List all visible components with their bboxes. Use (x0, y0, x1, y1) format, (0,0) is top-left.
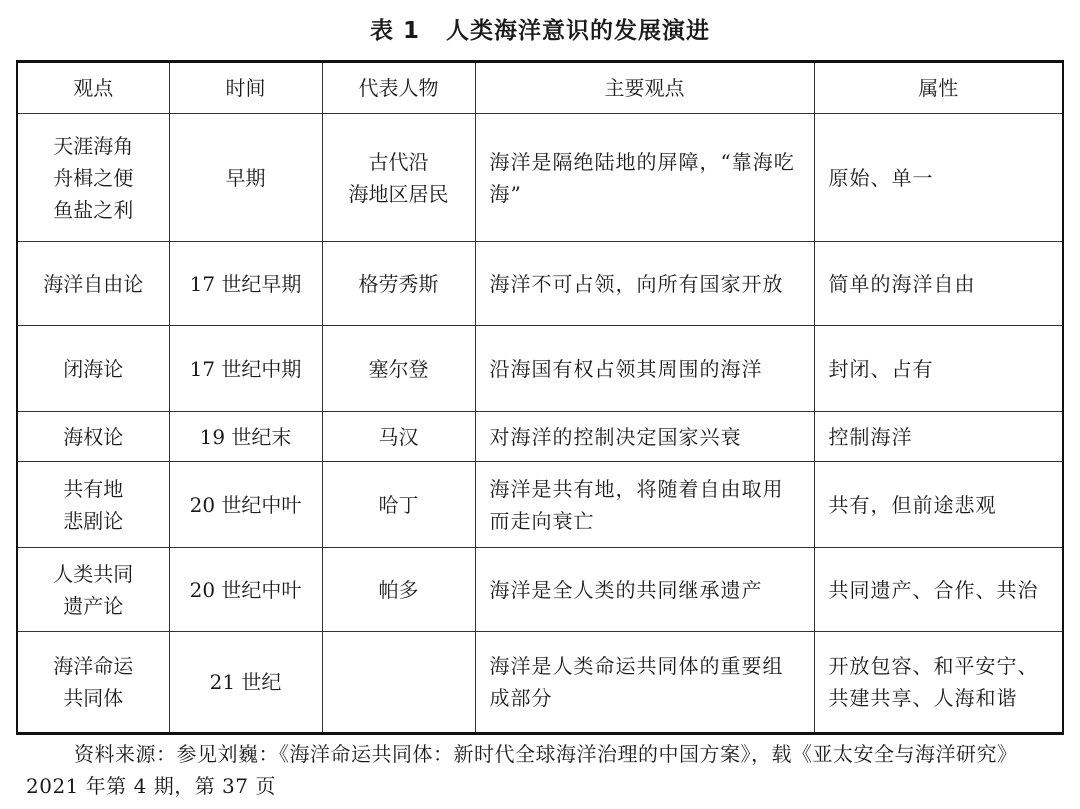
cell-attribute: 共同遗产、合作、共治 (814, 548, 1063, 632)
header-main-view: 主要观点 (475, 62, 814, 114)
header-attribute: 属性 (814, 62, 1063, 114)
cell-view: 海洋命运 共同体 (17, 632, 169, 734)
cell-main-view: 海洋是全人类的共同继承遗产 (475, 548, 814, 632)
cell-time: 19 世纪末 (169, 412, 322, 462)
cell-main-view: 海洋是隔绝陆地的屏障，“靠海吃海” (475, 114, 814, 242)
cell-person: 古代沿 海地区居民 (322, 114, 475, 242)
cell-attribute: 开放包容、和平安宁、共建共享、人海和谐 (814, 632, 1063, 734)
source-note: 资料来源：参见刘巍：《海洋命运共同体：新时代全球海洋治理的中国方案》，载《亚太安全与海洋研究》2021 年第 4 期，第 37 页 (26, 742, 1018, 798)
cell-attribute: 共有，但前途悲观 (814, 462, 1063, 548)
cell-person: 哈丁 (322, 462, 475, 548)
cell-main-view: 沿海国有权占领其周围的海洋 (475, 326, 814, 412)
table-caption (0, 12, 1080, 45)
table-title: 人类海洋意识的发展演进 (446, 18, 710, 44)
cell-person: 塞尔登 (322, 326, 475, 412)
cell-time: 17 世纪早期 (169, 242, 322, 326)
cell-time: 20 世纪中叶 (169, 462, 322, 548)
cell-time: 20 世纪中叶 (169, 548, 322, 632)
table-row (17, 412, 1063, 462)
cell-person (322, 632, 475, 734)
cell-view: 共有地 悲剧论 (17, 462, 169, 548)
cell-person: 格劳秀斯 (322, 242, 475, 326)
table-row (17, 114, 1063, 242)
ocean-awareness-table (16, 60, 1064, 735)
cell-attribute: 封闭、占有 (814, 326, 1063, 412)
table-row (17, 462, 1063, 548)
cell-time: 早期 (169, 114, 322, 242)
table-row (17, 632, 1063, 734)
table-header-row (17, 62, 1063, 114)
cell-time: 17 世纪中期 (169, 326, 322, 412)
table-row (17, 548, 1063, 632)
cell-attribute: 原始、单一 (814, 114, 1063, 242)
cell-time: 21 世纪 (169, 632, 322, 734)
cell-view: 海权论 (17, 412, 169, 462)
cell-main-view: 海洋是人类命运共同体的重要组成部分 (475, 632, 814, 734)
cell-main-view: 海洋不可占领，向所有国家开放 (475, 242, 814, 326)
cell-view: 人类共同 遗产论 (17, 548, 169, 632)
cell-view: 海洋自由论 (17, 242, 169, 326)
cell-main-view: 海洋是共有地，将随着自由取用而走向衰亡 (475, 462, 814, 548)
header-time: 时间 (169, 62, 322, 114)
cell-person: 马汉 (322, 412, 475, 462)
table-row (17, 242, 1063, 326)
cell-view: 天涯海角 舟楫之便 鱼盐之利 (17, 114, 169, 242)
cell-person: 帕多 (322, 548, 475, 632)
table-row (17, 326, 1063, 412)
cell-attribute: 简单的海洋自由 (814, 242, 1063, 326)
cell-attribute: 控制海洋 (814, 412, 1063, 462)
header-person: 代表人物 (322, 62, 475, 114)
cell-main-view: 对海洋的控制决定国家兴衰 (475, 412, 814, 462)
table-number: 表 1 (369, 18, 420, 44)
header-view: 观点 (17, 62, 169, 114)
cell-view: 闭海论 (17, 326, 169, 412)
